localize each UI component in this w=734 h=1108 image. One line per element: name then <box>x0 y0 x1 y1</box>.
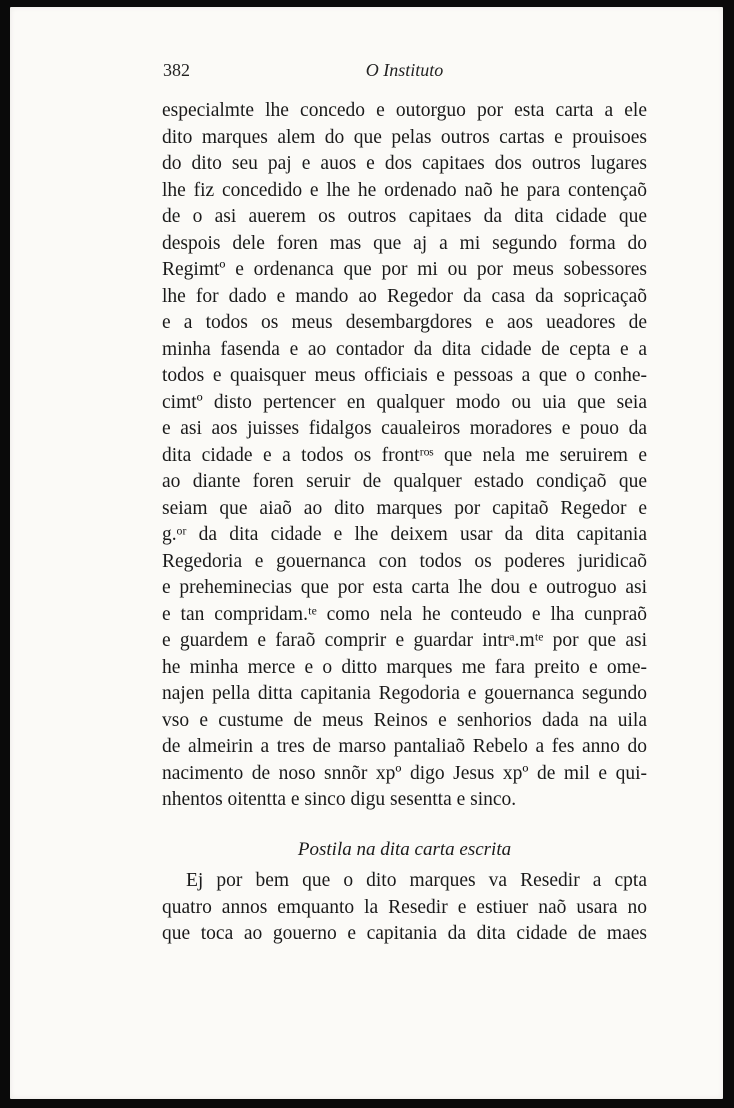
text-line: g.ᵒʳ da dita cidade e lhe deixem usar da dita capitania <box>162 524 647 545</box>
text-line: do dito seu paj e auos e dos capitaes dos outros lugares <box>162 153 647 174</box>
text-line: Regimtº e ordenanca que por mi ou por meus sobessores <box>162 259 647 280</box>
text-line: najen pella ditta capitania Regodoria e gouernanca segundo <box>162 683 647 704</box>
text-line: todos e quaisquer meus officiais e pessoas a que o conhe- <box>162 365 647 386</box>
text-line: he minha merce e o ditto marques me fara preito e ome- <box>162 656 647 678</box>
text-line: e asi aos juisses fidalgos caualeiros moradores e pouo da <box>162 418 647 439</box>
document-page <box>10 7 723 1099</box>
text-line: Ej por bem que o dito marques va Resedir a cpta <box>186 870 647 891</box>
text-line: nhentos oitentta e sinco digu sesentta e sinco. <box>162 789 517 810</box>
page-header <box>162 57 647 97</box>
text-line: de almeirin a tres de marso pantaliaõ Rebelo a fes anno do <box>162 736 647 757</box>
text-line: lhe for dado e mando ao Regedor da casa da sopricaçaõ <box>162 285 647 307</box>
text-line: e preheminecias que por esta carta lhe dou e outroguo asi <box>162 577 647 598</box>
main-text <box>162 98 647 814</box>
text-line: nacimento de noso snnõr xpº digo Jesus xpº de mil e qui- <box>162 762 647 784</box>
text-line: de o asi auerem os outros capitaes da dita cidade que <box>162 206 647 227</box>
text-line: lhe fiz concedido e lhe he ordenado naõ he para contençaõ <box>162 179 647 201</box>
text-line: e guardem e faraõ comprir e guardar intrᵃ.mᵗᵉ por que asi <box>162 630 647 651</box>
page-number: 382 <box>163 60 190 80</box>
running-title: O Instituto <box>365 60 444 80</box>
text-line: cimtº disto pertencer en qualquer modo ou uia que seia <box>162 391 647 413</box>
text-line: quatro annos emquanto la Resedir e estiuer naõ usara no <box>162 896 647 918</box>
text-line: ao diante foren seruir de qualquer estado condiçaõ que <box>162 471 647 492</box>
text-line: minha fasenda e ao contador da dita cidade de cepta e a <box>162 338 647 360</box>
text-line: Regedoria e gouernanca con todos os poderes juridicaõ <box>162 550 647 572</box>
text-line: e tan compridam.ᵗᵉ como nela he conteudo e lha cunpraõ <box>162 603 647 625</box>
text-line: seiam que aiaõ ao dito marques por capitaõ Regedor e <box>162 497 647 519</box>
postila-text <box>162 868 647 948</box>
text-line: dita cidade e a todos os frontʳᵒˢ que nela me seruirem e <box>162 444 647 466</box>
postila-heading: Postila na dita carta escrita <box>297 838 512 860</box>
text-line: vso e custume de meus Reinos e senhorios dada na uila <box>162 709 647 731</box>
text-line: e a todos os meus desembargdores e aos ueadores de <box>162 312 647 333</box>
text-line: especialmte lhe concedo e outorguo por esta carta a ele <box>162 100 647 121</box>
text-line: despois dele foren mas que aj a mi segundo forma do <box>162 232 647 254</box>
text-line: que toca ao gouerno e capitania da dita cidade de maes <box>162 923 647 944</box>
page-content <box>162 57 647 948</box>
text-line: dito marques alem do que pelas outros cartas e prouisoes <box>162 126 647 148</box>
